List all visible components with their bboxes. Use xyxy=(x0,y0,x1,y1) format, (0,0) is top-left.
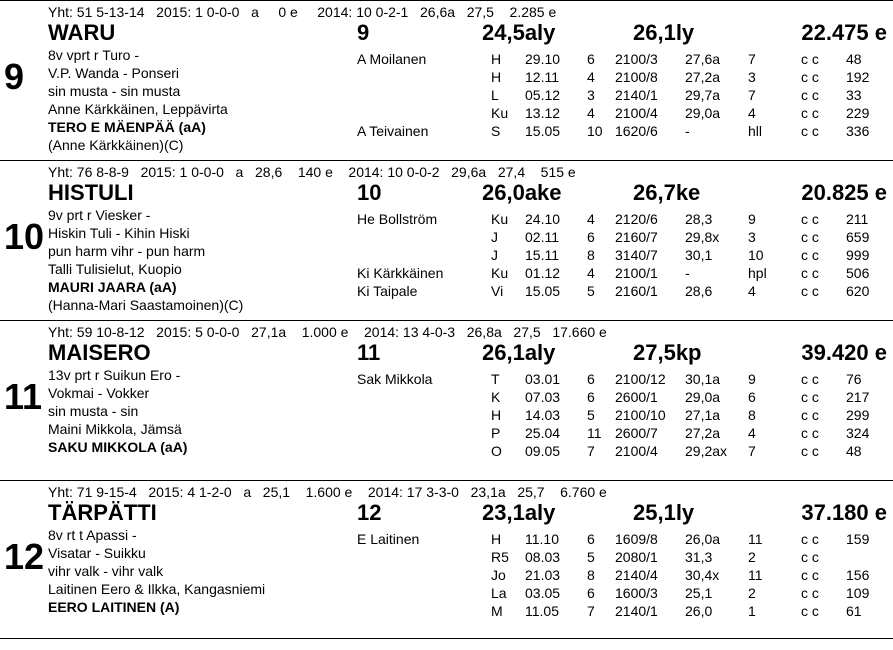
start-track: H xyxy=(491,531,502,547)
start-odds: c c xyxy=(801,549,819,565)
start-odds: c c xyxy=(801,283,819,299)
start-track: K xyxy=(491,389,501,405)
start-place: 8 xyxy=(748,407,756,423)
start-date: 21.03 xyxy=(525,567,561,583)
start-place: hll xyxy=(748,123,763,139)
start-place: 6 xyxy=(748,389,756,405)
start-track: O xyxy=(491,443,502,459)
start-no: 6 xyxy=(587,531,595,547)
start-place: hpl xyxy=(748,265,767,281)
start-odds: c c xyxy=(801,69,819,85)
start-row xyxy=(0,68,893,86)
start-track: L xyxy=(491,87,499,103)
start-no: 8 xyxy=(587,247,595,263)
start-time: 27,2a xyxy=(685,425,721,441)
start-no: 11 xyxy=(587,425,602,441)
start-row xyxy=(0,370,893,388)
start-time: 27,2a xyxy=(685,69,721,85)
start-date: 08.03 xyxy=(525,549,561,565)
start-no: 4 xyxy=(587,105,595,121)
start-dist: 2600/7 xyxy=(615,425,658,441)
start-track: T xyxy=(491,371,500,387)
career-summary: Yht: 59 10-8-12 2015: 5 0-0-0 27,1a 1.000 e 2014: 13 4-0-3 26,8a 27,5 17.660 e xyxy=(48,324,607,340)
start-row xyxy=(0,530,893,548)
start-time: 30,4x xyxy=(685,567,720,583)
start-prize: 659 xyxy=(846,229,870,245)
start-prize: 109 xyxy=(846,585,870,601)
start-place: 11 xyxy=(748,567,763,583)
start-prize: 620 xyxy=(846,283,870,299)
start-row xyxy=(0,424,893,442)
start-time: 29,0a xyxy=(685,389,721,405)
start-odds: c c xyxy=(801,585,819,601)
horse-entry xyxy=(0,160,893,320)
start-date: 02.11 xyxy=(525,229,559,245)
record-time-auto: 24,5aly xyxy=(482,20,556,45)
start-place: 9 xyxy=(748,371,756,387)
start-dist: 2080/1 xyxy=(615,549,658,565)
start-row xyxy=(0,246,893,264)
total-earnings: 22.475 e xyxy=(801,20,887,45)
career-summary: Yht: 76 8-8-9 2015: 1 0-0-0 a 28,6 140 e 2014: 10 0-0-2 29,6a 27,4 515 e xyxy=(48,164,576,180)
start-driver: A Teivainen xyxy=(357,123,429,139)
entry-divider xyxy=(0,480,893,481)
start-date: 11.10 xyxy=(525,531,559,547)
start-dist: 2100/12 xyxy=(615,371,666,387)
start-no: 4 xyxy=(587,265,595,281)
record-time-volt: 26,1ly xyxy=(633,20,695,45)
start-time: - xyxy=(685,123,690,139)
start-date: 11.05 xyxy=(525,603,559,619)
program-number: 9 xyxy=(357,20,370,45)
start-prize: 159 xyxy=(846,531,870,547)
start-time: 30,1 xyxy=(685,247,713,263)
start-row xyxy=(0,566,893,584)
start-no: 8 xyxy=(587,567,595,583)
start-track: M xyxy=(491,603,503,619)
start-prize: 229 xyxy=(846,105,870,121)
horse-entry xyxy=(0,0,893,160)
start-time: 29,8x xyxy=(685,229,720,245)
horse-info-line: (Anne Kärkkäinen)(C) xyxy=(48,137,184,153)
start-number: 10 xyxy=(4,216,45,257)
horse-info-line: V.P. Wanda - Ponseri xyxy=(48,65,180,81)
start-date: 09.05 xyxy=(525,443,561,459)
start-dist: 2100/1 xyxy=(615,265,658,281)
start-place: 4 xyxy=(748,283,756,299)
start-time: 29,0a xyxy=(685,105,721,121)
start-track: H xyxy=(491,69,502,85)
start-prize: 506 xyxy=(846,265,870,281)
bottom-divider xyxy=(0,638,893,639)
start-odds: c c xyxy=(801,371,819,387)
start-row xyxy=(0,122,893,140)
start-dist: 2100/8 xyxy=(615,69,658,85)
start-date: 15.11 xyxy=(525,247,559,263)
start-date: 07.03 xyxy=(525,389,561,405)
start-dist: 3140/7 xyxy=(615,247,658,263)
start-date: 14.03 xyxy=(525,407,561,423)
horse-info-line: Laitinen Eero & Ilkka, Kangasniemi xyxy=(48,581,266,597)
record-time-volt: 26,7ke xyxy=(633,180,701,205)
start-time: 29,2ax xyxy=(685,443,728,459)
start-odds: c c xyxy=(801,389,819,405)
start-odds: c c xyxy=(801,567,819,583)
start-dist: 1600/3 xyxy=(615,585,658,601)
start-prize: 61 xyxy=(846,603,862,619)
start-odds: c c xyxy=(801,531,819,547)
start-date: 03.01 xyxy=(525,371,561,387)
start-place: 1 xyxy=(748,603,756,619)
start-prize: 299 xyxy=(846,407,870,423)
start-row xyxy=(0,228,893,246)
start-track: Ku xyxy=(491,211,509,227)
start-time: 28,3 xyxy=(685,211,713,227)
start-driver: He Bollström xyxy=(357,211,438,227)
horse-info-line: 8v rt t Apassi - xyxy=(48,527,137,543)
start-prize: 999 xyxy=(846,247,870,263)
start-odds: c c xyxy=(801,247,819,263)
start-time: 27,1a xyxy=(685,407,721,423)
start-dist: 2100/4 xyxy=(615,443,658,459)
start-time: 29,7a xyxy=(685,87,721,103)
program-number: 11 xyxy=(357,340,381,365)
start-track: J xyxy=(491,229,498,245)
start-place: 11 xyxy=(748,531,763,547)
start-date: 01.12 xyxy=(525,265,561,281)
record-time-volt: 27,5kp xyxy=(633,340,702,365)
career-summary: Yht: 51 5-13-14 2015: 1 0-0-0 a 0 e 2014: 10 0-2-1 26,6a 27,5 2.285 e xyxy=(48,4,557,20)
start-odds: c c xyxy=(801,229,819,245)
start-no: 6 xyxy=(587,51,595,67)
start-odds: c c xyxy=(801,425,819,441)
total-earnings: 37.180 e xyxy=(801,500,887,525)
start-date: 03.05 xyxy=(525,585,561,601)
start-row xyxy=(0,602,893,620)
start-date: 25.04 xyxy=(525,425,561,441)
start-date: 24.10 xyxy=(525,211,561,227)
start-time: 25,1 xyxy=(685,585,713,601)
start-no: 7 xyxy=(587,603,595,619)
start-dist: 2100/10 xyxy=(615,407,666,423)
start-driver: A Moilanen xyxy=(357,51,427,67)
record-time-auto: 26,1aly xyxy=(482,340,556,365)
start-place: 4 xyxy=(748,425,756,441)
horse-info-line: 8v vprt r Turo - xyxy=(48,47,140,63)
start-row xyxy=(0,388,893,406)
start-driver: Ki Kärkkäinen xyxy=(357,265,444,281)
start-odds: c c xyxy=(801,105,819,121)
start-place: 10 xyxy=(748,247,764,263)
start-no: 4 xyxy=(587,69,595,85)
start-track: Vi xyxy=(491,283,504,299)
horse-info-line: MAURI JAARA (aA) xyxy=(48,279,177,295)
start-odds: c c xyxy=(801,51,819,67)
start-row xyxy=(0,406,893,424)
start-time: 26,0 xyxy=(685,603,713,619)
start-dist: 2140/1 xyxy=(615,603,658,619)
start-prize: 336 xyxy=(846,123,870,139)
program-number: 10 xyxy=(357,180,382,205)
start-track: Jo xyxy=(491,567,506,583)
start-odds: c c xyxy=(801,265,819,281)
start-number: 12 xyxy=(4,536,45,577)
start-place: 7 xyxy=(748,51,756,67)
start-prize: 192 xyxy=(846,69,870,85)
start-row xyxy=(0,548,893,566)
career-summary: Yht: 71 9-15-4 2015: 4 1-2-0 a 25,1 1.600 e 2014: 17 3-3-0 23,1a 25,7 6.760 e xyxy=(48,484,607,500)
start-time: - xyxy=(685,265,690,281)
horse-info-line: Hiskin Tuli - Kihin Hiski xyxy=(48,225,190,241)
start-row xyxy=(0,50,893,68)
start-prize: 48 xyxy=(846,51,862,67)
start-row xyxy=(0,282,893,300)
start-no: 6 xyxy=(587,585,595,601)
entry-divider xyxy=(0,0,893,1)
horse-info-line: 9v prt r Viesker - xyxy=(48,207,151,223)
start-date: 05.12 xyxy=(525,87,561,103)
record-time-auto: 23,1aly xyxy=(482,500,556,525)
horse-info-line: TERO E MÄENPÄÄ (aA) xyxy=(48,119,206,135)
start-time: 30,1a xyxy=(685,371,721,387)
start-place: 2 xyxy=(748,549,756,565)
start-odds: c c xyxy=(801,443,819,459)
start-number: 11 xyxy=(4,376,43,417)
horse-info-line: Visatar - Suikku xyxy=(48,545,146,561)
start-track: La xyxy=(491,585,507,601)
start-no: 6 xyxy=(587,389,595,405)
start-dist: 2160/1 xyxy=(615,283,658,299)
horse-info-line: Vokmai - Vokker xyxy=(48,385,150,401)
start-row xyxy=(0,584,893,602)
horse-entry xyxy=(0,320,893,480)
horse-name: WARU xyxy=(48,20,116,45)
start-driver: Ki Taipale xyxy=(357,283,418,299)
start-row xyxy=(0,210,893,228)
total-earnings: 39.420 e xyxy=(801,340,887,365)
start-no: 6 xyxy=(587,229,595,245)
horse-entry xyxy=(0,480,893,640)
start-place: 7 xyxy=(748,443,756,459)
total-earnings: 20.825 e xyxy=(801,180,887,205)
start-place: 7 xyxy=(748,87,756,103)
horse-info-line: SAKU MIKKOLA (aA) xyxy=(48,439,188,455)
start-row xyxy=(0,442,893,460)
horse-info-line: Talli Tulisielut, Kuopio xyxy=(48,261,182,277)
start-prize: 33 xyxy=(846,87,862,103)
start-odds: c c xyxy=(801,407,819,423)
start-prize: 156 xyxy=(846,567,870,583)
start-track: J xyxy=(491,247,498,263)
start-no: 5 xyxy=(587,549,595,565)
horse-info-line: vihr valk - vihr valk xyxy=(48,563,164,579)
start-dist: 1609/8 xyxy=(615,531,658,547)
start-prize: 324 xyxy=(846,425,870,441)
start-no: 6 xyxy=(587,371,595,387)
start-no: 3 xyxy=(587,87,595,103)
start-time: 31,3 xyxy=(685,549,713,565)
start-no: 10 xyxy=(587,123,603,139)
start-odds: c c xyxy=(801,603,819,619)
start-date: 13.12 xyxy=(525,105,561,121)
entry-divider xyxy=(0,320,893,321)
horse-info-line: Maini Mikkola, Jämsä xyxy=(48,421,182,437)
horse-info-line: sin musta - sin musta xyxy=(48,83,181,99)
start-row xyxy=(0,86,893,104)
horse-info-line: 13v prt r Suikun Ero - xyxy=(48,367,181,383)
start-time: 26,0a xyxy=(685,531,721,547)
start-date: 15.05 xyxy=(525,123,561,139)
start-number: 9 xyxy=(4,56,25,97)
start-track: H xyxy=(491,407,502,423)
record-time-volt: 25,1ly xyxy=(633,500,695,525)
start-prize: 48 xyxy=(846,443,862,459)
start-driver: E Laitinen xyxy=(357,531,420,547)
entry-divider xyxy=(0,160,893,161)
start-dist: 2600/1 xyxy=(615,389,658,405)
start-prize: 211 xyxy=(846,211,869,227)
start-place: 2 xyxy=(748,585,756,601)
start-dist: 2140/4 xyxy=(615,567,658,583)
start-dist: 2120/6 xyxy=(615,211,658,227)
start-row xyxy=(0,104,893,122)
start-no: 7 xyxy=(587,443,595,459)
start-odds: c c xyxy=(801,87,819,103)
start-no: 4 xyxy=(587,211,595,227)
start-dist: 2140/1 xyxy=(615,87,658,103)
start-place: 3 xyxy=(748,69,756,85)
start-time: 28,6 xyxy=(685,283,713,299)
start-date: 12.11 xyxy=(525,69,559,85)
start-place: 4 xyxy=(748,105,756,121)
start-place: 3 xyxy=(748,229,756,245)
start-prize: 76 xyxy=(846,371,862,387)
record-time-auto: 26,0ake xyxy=(482,180,562,205)
start-date: 29.10 xyxy=(525,51,561,67)
start-odds: c c xyxy=(801,123,819,139)
start-no: 5 xyxy=(587,283,595,299)
horse-info-line: EERO LAITINEN (A) xyxy=(48,599,180,615)
start-date: 15.05 xyxy=(525,283,561,299)
start-place: 9 xyxy=(748,211,756,227)
start-track: Ku xyxy=(491,265,509,281)
horse-name: MAISERO xyxy=(48,340,151,365)
start-dist: 1620/6 xyxy=(615,123,658,139)
program-number: 12 xyxy=(357,500,382,525)
horse-info-line: Anne Kärkkäinen, Leppävirta xyxy=(48,101,228,117)
start-track: Ku xyxy=(491,105,509,121)
horse-info-line: pun harm vihr - pun harm xyxy=(48,243,206,259)
start-prize: 217 xyxy=(846,389,870,405)
start-dist: 2100/3 xyxy=(615,51,658,67)
start-track: H xyxy=(491,51,502,67)
start-track: R5 xyxy=(491,549,509,565)
start-track: P xyxy=(491,425,501,441)
start-time: 27,6a xyxy=(685,51,721,67)
start-dist: 2100/4 xyxy=(615,105,658,121)
horse-info-line: (Hanna-Mari Saastamoinen)(C) xyxy=(48,297,244,313)
start-row xyxy=(0,264,893,282)
start-driver: Sak Mikkola xyxy=(357,371,433,387)
start-odds: c c xyxy=(801,211,819,227)
start-no: 5 xyxy=(587,407,595,423)
horse-info-line: sin musta - sin xyxy=(48,403,139,419)
horse-name: TÄRPÄTTI xyxy=(48,500,157,525)
start-track: S xyxy=(491,123,501,139)
horse-name: HISTULI xyxy=(48,180,134,205)
start-dist: 2160/7 xyxy=(615,229,658,245)
